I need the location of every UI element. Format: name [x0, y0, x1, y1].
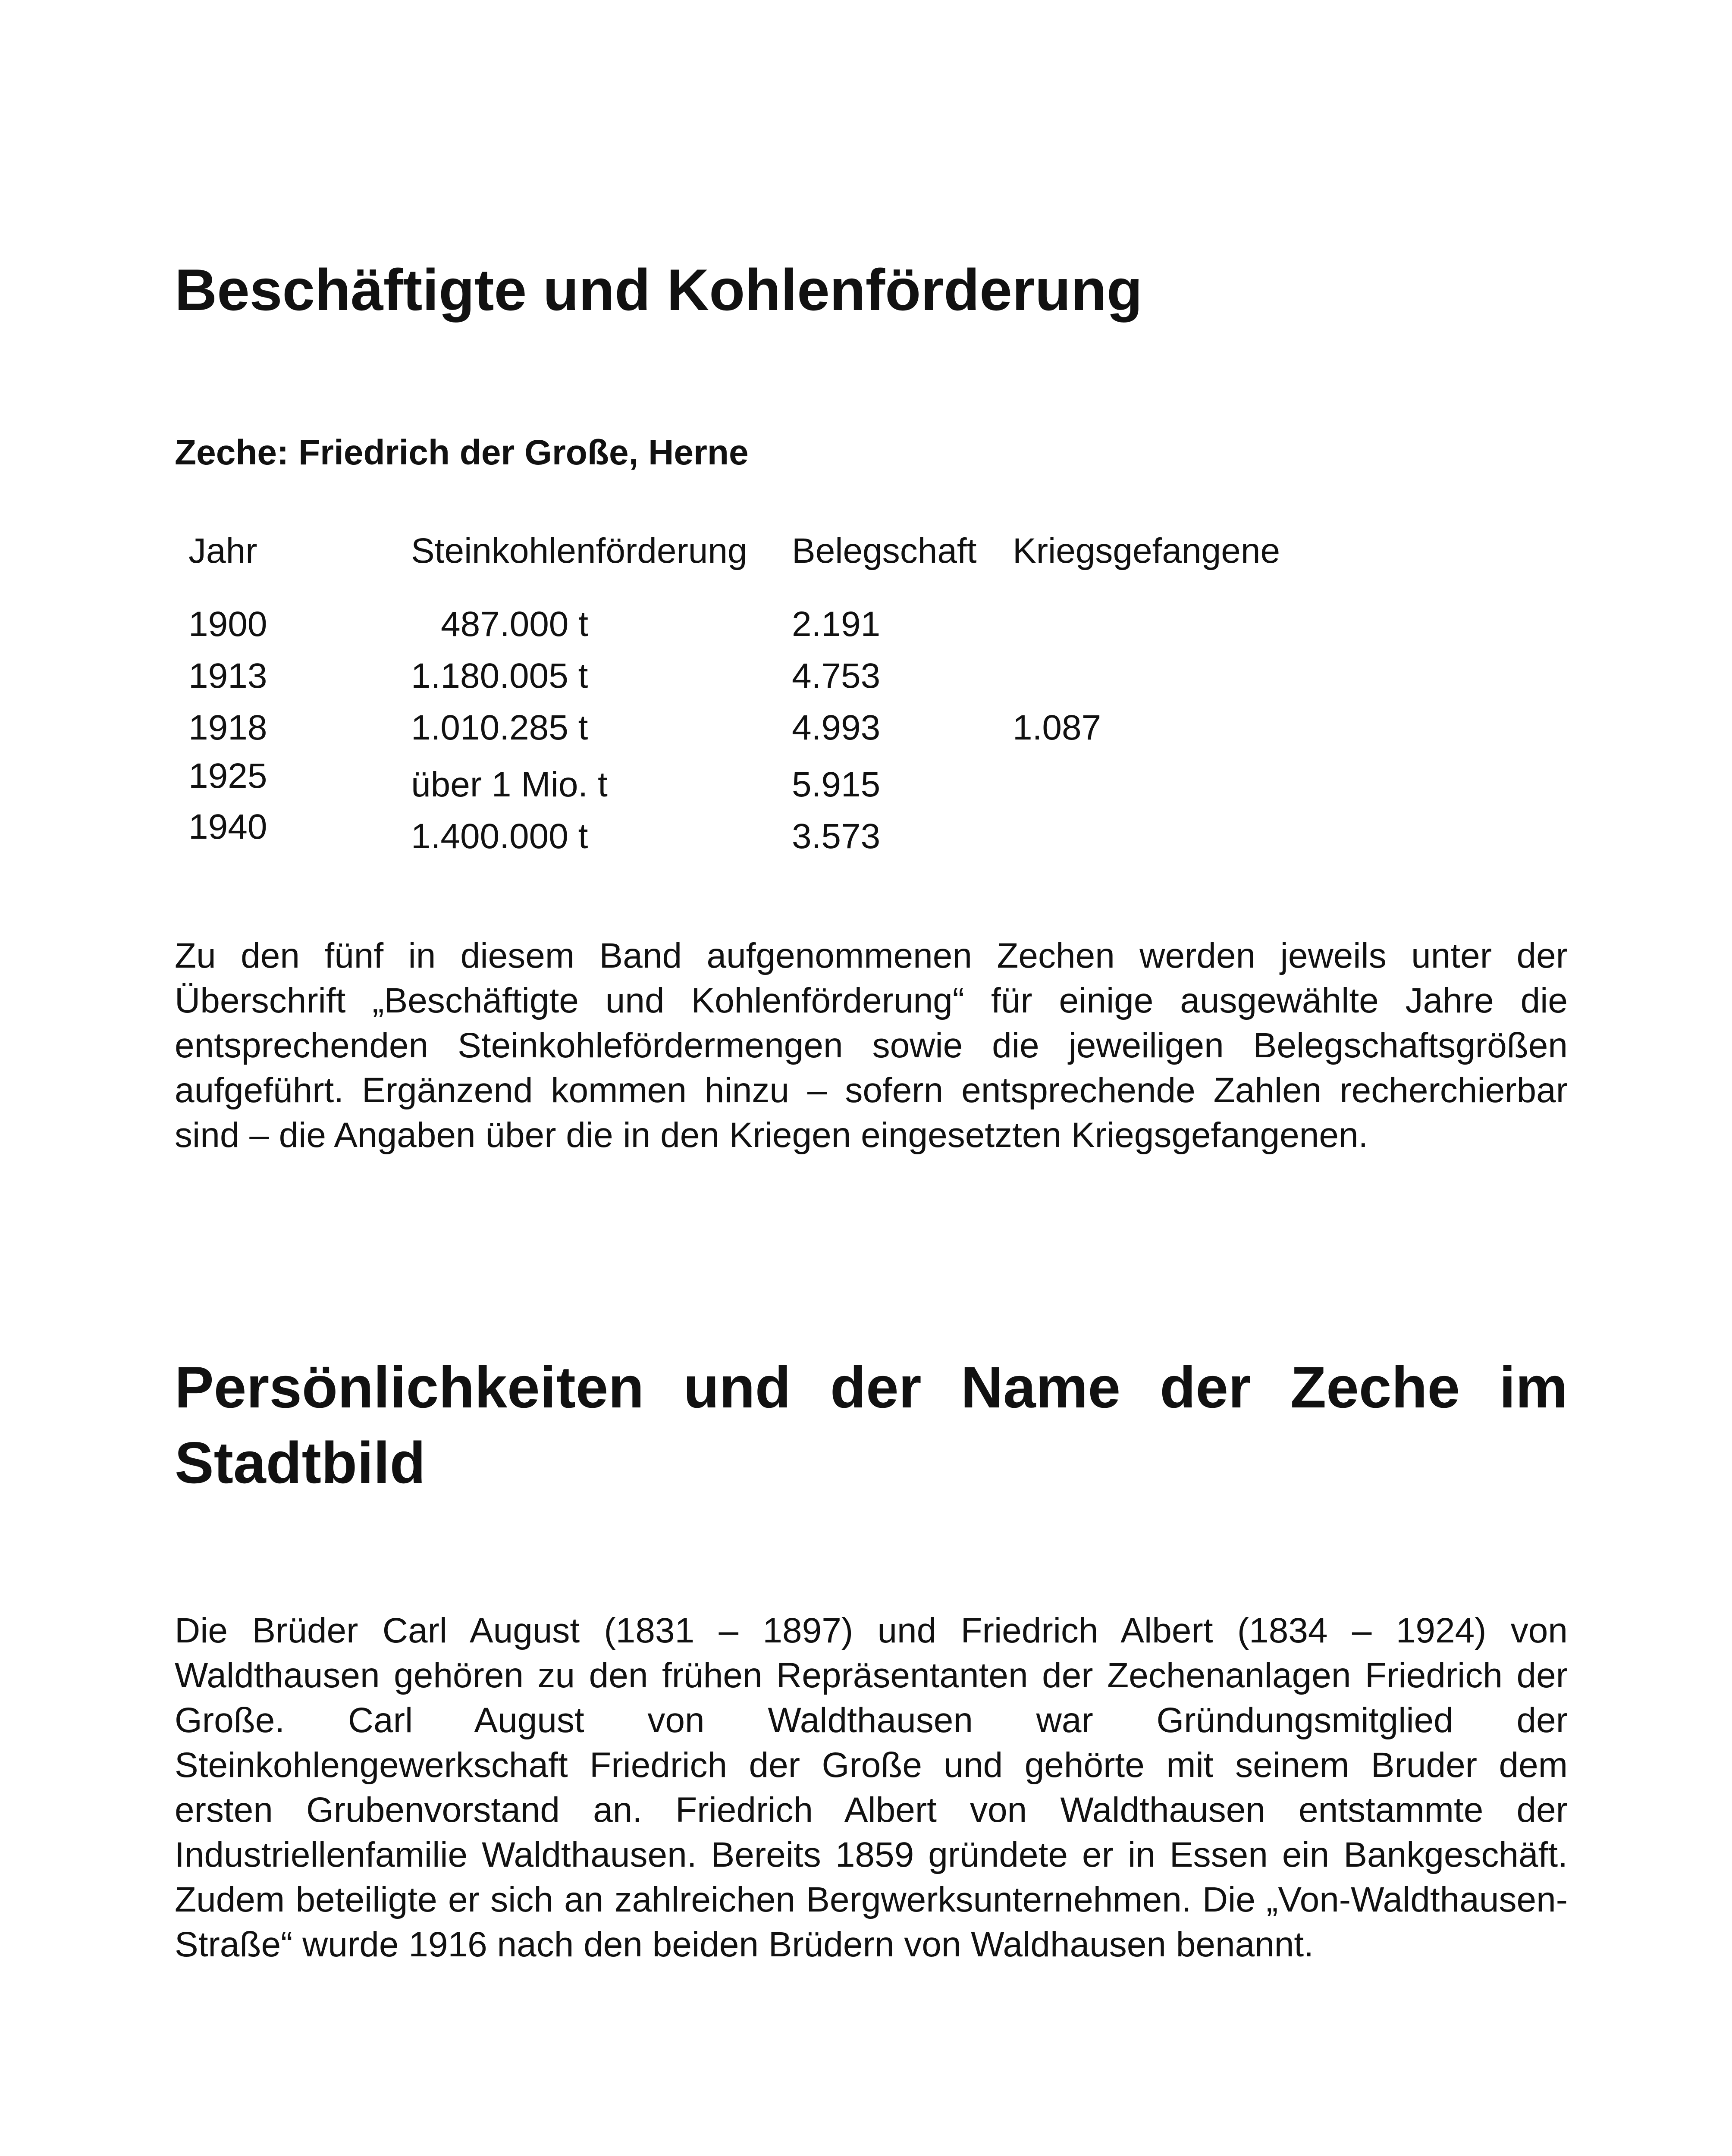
table-header-prisoners-of-war: Kriegsgefangene — [1013, 531, 1280, 570]
table-header-workforce: Belegschaft — [792, 531, 977, 570]
table-cell-year: 1918 — [188, 708, 267, 747]
table-cell-workforce: 3.573 — [792, 817, 881, 856]
table-cell-year: 1925 — [188, 756, 267, 796]
table-cell-year: 1940 — [188, 807, 267, 846]
table-cell-workforce: 4.753 — [792, 656, 881, 696]
table-cell-workforce: 2.191 — [792, 605, 881, 644]
table-cell-year: 1900 — [188, 605, 267, 644]
table-cell-coal-output: 487.000 t — [441, 605, 588, 644]
mine-subtitle: Zeche: Friedrich der Große, Herne — [175, 433, 749, 472]
table-cell-year: 1913 — [188, 656, 267, 696]
table-cell-coal-output: 1.010.285 t — [411, 708, 588, 747]
table-cell-coal-output: 1.400.000 t — [411, 817, 588, 856]
waldthausen-paragraph: Die Brüder Carl August (1831 – 1897) und Friedrich Albert (1834 – 1924) von Waldthausen gehören zu den frühen Repräsentanten der Zechenanlagen Friedrich der Große. Carl August von Waldthausen war Gründungsmitglied der Steinkohlengewerkschaft Friedrich der Große und gehörte mit seinem Bruder dem ersten Grubenvorstand an. Friedrich Albert von Waldthausen entstammte der Industriellenfamilie Waldthausen. Bereits 1859 gründete er in Essen ein Bankgeschäft. Zudem beteiligte er sich an zahlreichen Bergwerksunternehmen. Die „Von-Waldthausen-Straße“ wurde 1916 nach den beiden Brüdern von Waldhausen benannt. — [175, 1611, 1568, 1964]
table-header-year: Jahr — [188, 531, 257, 570]
table-header-coal-output: Steinkohlenförderung — [411, 531, 747, 570]
table-cell-workforce: 4.993 — [792, 708, 881, 747]
table-cell-workforce: 5.915 — [792, 765, 881, 804]
table-cell-prisoners-of-war: 1.087 — [1013, 708, 1101, 747]
table-cell-coal-output: 1.180.005 t — [411, 656, 588, 696]
table-cell-coal-output: über 1 Mio. t — [411, 765, 608, 804]
section-title-beschaeftigte: Beschäftigte und Kohlenförderung — [175, 257, 1142, 323]
section-title-persoenlichkeiten: Persönlichkeiten und der Name der Zeche im Stadtbild — [175, 1354, 1568, 1495]
intro-paragraph: Zu den fünf in diesem Band aufgenommenen Zechen werden jeweils unter der Überschrift „Beschäftigte und Kohlenförderung“ für einige ausgewählte Jahre die entsprechenden Steinkohlefördermengen sowie die jeweiligen Belegschaftsgrößen aufgeführt. Ergänzend kommen hinzu – sofern entsprechende Zahlen recherchierbar sind – die Angaben über die in den Kriegen eingesetzten Kriegsgefangenen. — [175, 936, 1568, 1155]
